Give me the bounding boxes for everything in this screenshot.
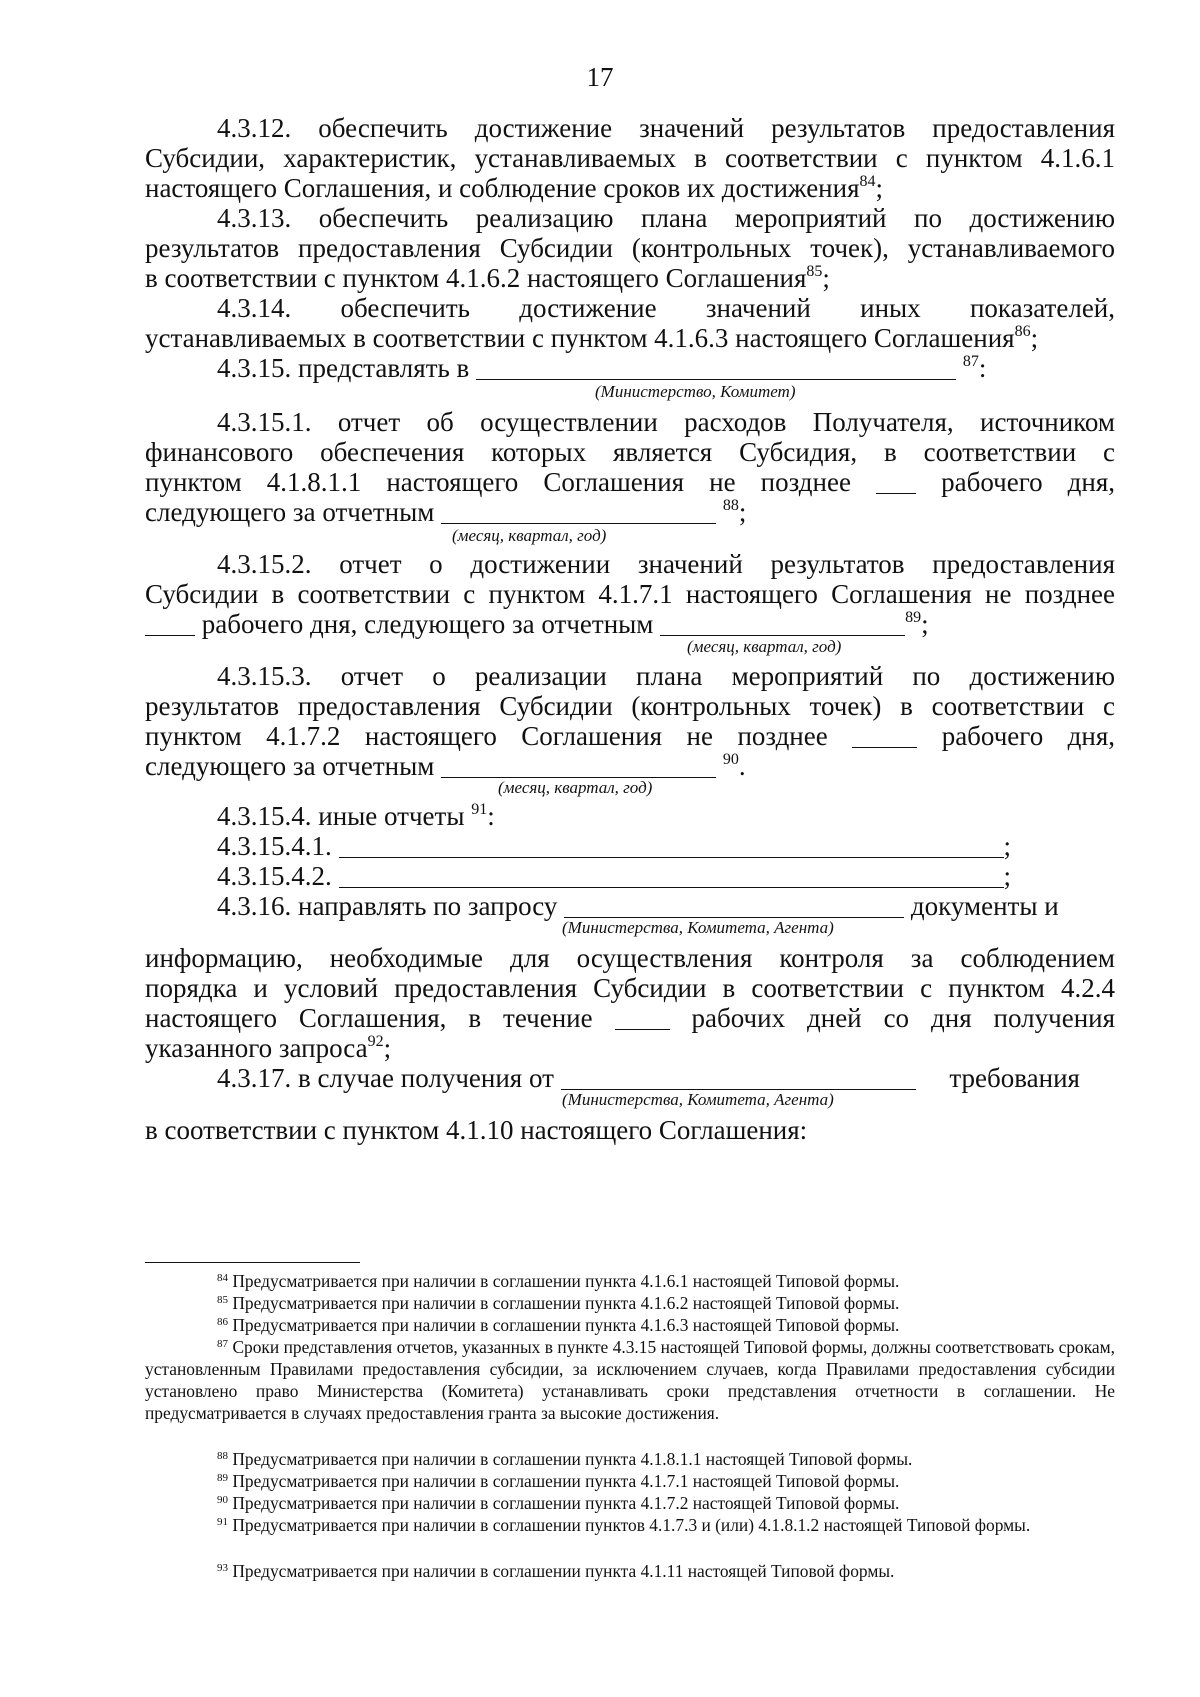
paragraph-4-3-13-line-1: 4.3.13. обеспечить реализацию плана мероприятий по достижению xyxy=(217,203,1115,233)
footnote-84: $^{84}$ Предусматривается при наличии в соглашении пункта 4.1.6.1 настоящей Типовой формы. xyxy=(217,1271,900,1291)
paragraph-4-3-15-1-line-4: следующего за отчетным $^{88}$; xyxy=(145,497,747,527)
blank-field-period xyxy=(441,753,716,778)
footnote-89: $^{89}$ Предусматривается при наличии в соглашении пункта 4.1.7.1 настоящей Типовой формы. xyxy=(217,1471,900,1491)
footnote-90: $^{90}$ Предусматривается при наличии в соглашении пункта 4.1.7.2 настоящей Типовой формы. xyxy=(217,1493,900,1513)
paragraph-4-3-12-line-3: настоящего Соглашения, и соблюдение сроков их достижения$^{84}$; xyxy=(145,173,884,203)
paragraph-4-3-15-4-1: 4.3.15.4.1. ; xyxy=(217,831,1012,861)
paragraph-4-3-16-line-3: порядка и условий предоставления Субсидии в соответствии с пунктом 4.2.4 xyxy=(145,973,1115,1003)
caption-period: (месяц, квартал, год) xyxy=(498,778,653,797)
paragraph-4-3-15: 4.3.15. представлять в $^{87}$: xyxy=(217,353,987,383)
footnote-ref-91: 91 xyxy=(471,801,488,818)
caption-period: (месяц, квартал, год) xyxy=(687,637,842,656)
footnote-ref-90: 90 xyxy=(722,751,739,768)
footnote-ref-87: 87 xyxy=(962,353,979,370)
footnote-87: $^{87}$ Сроки представления отчетов, указанных в пункте 4.3.15 настоящей Типовой формы, должны соответствовать срокам, установленным Правилами предоставления субсидии, за исключением случаев, когда Правилами предоставления субсидии установлено право Министерства (Комитета) устанавливать сроки представления отчетности в соглашении. Не предусматривается в случаях предоставления гранта за высокие достижения. xyxy=(145,1337,1115,1423)
blank-field-authority xyxy=(564,893,904,918)
paragraph-4-3-15-1-line-1: 4.3.15.1. отчет об осуществлении расходов Получателя, источником xyxy=(217,407,1115,437)
paragraph-4-3-16-line-5: указанного запроса$^{92}$; xyxy=(145,1033,392,1063)
paragraph-4-3-15-4-2: 4.3.15.4.2. ; xyxy=(217,861,1012,891)
blank-field-days xyxy=(145,611,195,636)
paragraph-4-3-15-3-line-4: следующего за отчетным $^{90}$. xyxy=(145,751,746,781)
footnote-85: $^{85}$ Предусматривается при наличии в соглашении пункта 4.1.6.2 настоящей Типовой формы. xyxy=(217,1293,900,1313)
blank-field-period xyxy=(441,499,716,524)
paragraph-4-3-12-line-1: 4.3.12. обеспечить достижение значений результатов предоставления xyxy=(217,113,1115,143)
paragraph-4-3-12-line-2: Субсидии, характеристик, устанавливаемых в соответствии с пунктом 4.1.6.1 xyxy=(145,143,1115,173)
footnote-ref-88: 88 xyxy=(722,497,739,514)
blank-field-days xyxy=(615,1005,670,1030)
footnote-91: $^{91}$ Предусматривается при наличии в соглашении пунктов 4.1.7.3 и (или) 4.1.8.1.2 настоящей Типовой формы. xyxy=(217,1515,1031,1535)
blank-field-ministry xyxy=(476,355,956,380)
paragraph-4-3-15-1-line-3: пунктом 4.1.8.1.1 настоящего Соглашения не позднее рабочего дня, xyxy=(145,467,1116,497)
caption-ministry-committee: (Министерство, Комитет) xyxy=(595,382,796,401)
blank-field-report xyxy=(339,833,1004,858)
paragraph-4-3-15-4: 4.3.15.4. иные отчеты $^{91}$: xyxy=(217,801,495,831)
footnote-ref-92: 92 xyxy=(367,1033,384,1050)
footnote-ref-86: 86 xyxy=(1014,323,1031,340)
paragraph-4-3-15-1-line-2: финансового обеспечения которых является Субсидия, в соответствии с xyxy=(145,437,1115,467)
paragraph-4-3-17-line-1: 4.3.17. в случае получения от требования xyxy=(217,1063,1080,1093)
paragraph-4-3-15-2-line-1: 4.3.15.2. отчет о достижении значений результатов предоставления xyxy=(217,549,1115,579)
paragraph-4-3-15-2-line-3: рабочего дня, следующего за отчетным $^{89}$; xyxy=(145,608,1115,640)
blank-field-period xyxy=(660,611,905,636)
paragraph-4-3-16-line-1: 4.3.16. направлять по запросу документы и xyxy=(217,891,1059,921)
footnote-93: $^{93}$ Предусматривается при наличии в соглашении пункта 4.1.11 настоящей Типовой формы. xyxy=(217,1561,895,1581)
caption-period: (месяц, квартал, год) xyxy=(452,526,607,545)
footnote-ref-85: 85 xyxy=(806,263,823,280)
paragraph-4-3-15-3-line-2: результатов предоставления Субсидии (контрольных точек) в соответствии с xyxy=(145,691,1115,721)
paragraph-4-3-17-line-2: в соответствии с пунктом 4.1.10 настоящего Соглашения: xyxy=(145,1115,808,1145)
paragraph-4-3-13-line-2: результатов предоставления Субсидии (контрольных точек), устанавливаемого xyxy=(145,233,1115,263)
paragraph-4-3-13-line-3: в соответствии с пунктом 4.1.6.2 настоящего Соглашения$^{85}$; xyxy=(145,263,830,293)
paragraph-4-3-15-3-line-3: пунктом 4.1.7.2 настоящего Соглашения не позднее рабочего дня, xyxy=(145,721,1116,751)
footnote-ref-84: 84 xyxy=(859,173,876,190)
paragraph-4-3-16-line-4: настоящего Соглашения, в течение рабочих дней со дня получения xyxy=(145,1003,1116,1033)
blank-field-report xyxy=(339,863,1004,888)
footnote-ref-89: 89 xyxy=(905,609,922,626)
paragraph-4-3-14-line-2: устанавливаемых в соответствии с пунктом 4.1.6.3 настоящего Соглашения$^{86}$; xyxy=(145,323,1039,353)
page-number: 17 xyxy=(586,62,614,92)
footnote-86: $^{86}$ Предусматривается при наличии в соглашении пункта 4.1.6.3 настоящей Типовой формы. xyxy=(217,1315,900,1335)
caption-authority: (Министерства, Комитета, Агента) xyxy=(562,1090,834,1109)
paragraph-4-3-14-line-1: 4.3.14. обеспечить достижение значений иных показателей, xyxy=(217,293,1115,323)
blank-field-days xyxy=(852,723,917,748)
blank-field-authority xyxy=(561,1065,916,1090)
footnote-separator xyxy=(145,1262,360,1263)
paragraph-4-3-16-line-2: информацию, необходимые для осуществления контроля за соблюдением xyxy=(145,943,1115,973)
blank-field-days xyxy=(876,469,916,494)
caption-authority: (Министерства, Комитета, Агента) xyxy=(562,918,834,937)
paragraph-4-3-15-2-line-2: Субсидии в соответствии с пунктом 4.1.7.1 настоящего Соглашения не позднее xyxy=(145,579,1115,609)
paragraph-4-3-15-3-line-1: 4.3.15.3. отчет о реализации плана мероприятий по достижению xyxy=(217,661,1115,691)
footnote-88: $^{88}$ Предусматривается при наличии в соглашении пункта 4.1.8.1.1 настоящей Типовой формы. xyxy=(217,1449,913,1469)
